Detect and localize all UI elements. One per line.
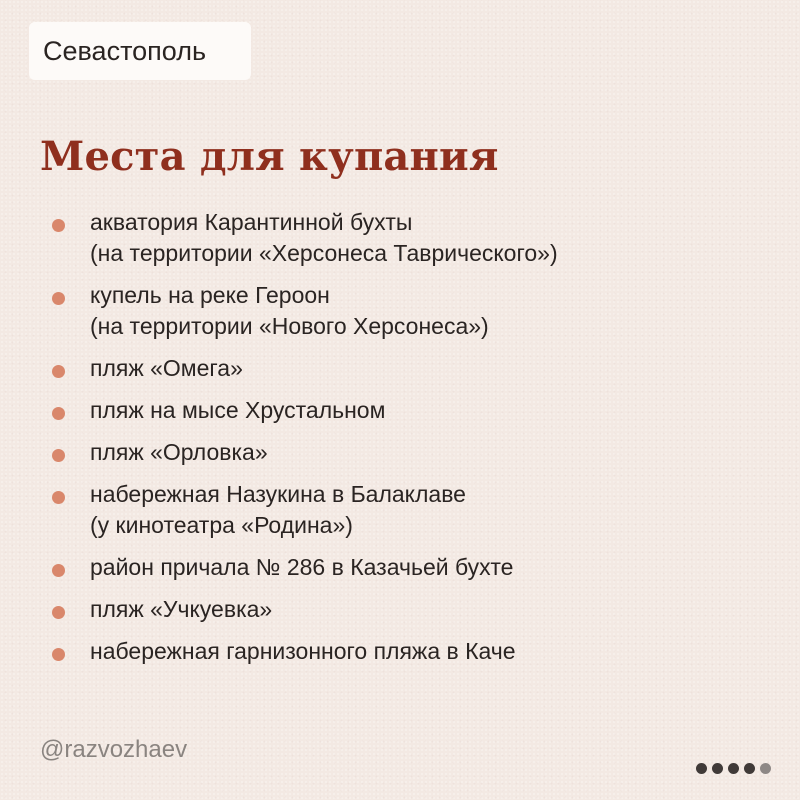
page-title: Места для купания [40,133,499,180]
list-item-text: пляж «Учкуевка» [90,596,273,622]
page-dot [760,763,771,774]
list-item [50,479,770,541]
list-item [50,636,770,667]
bullet-icon [52,407,65,420]
page-dot [728,763,739,774]
list-item-text: (на территории «Нового Херсонеса») [90,313,489,339]
list-item-text: район причала № 286 в Казачьей бухте [90,554,514,580]
page-dot [696,763,707,774]
list-item-text: пляж «Орловка» [90,439,268,465]
city-badge: Севастополь [29,22,251,80]
pagination-dots [696,763,771,774]
bullet-icon [52,449,65,462]
list-item-text: набережная Назукина в Балаклаве [90,481,466,507]
list-item-text: пляж «Омега» [90,355,243,381]
author-handle: @razvozhaev [40,736,188,763]
bullet-icon [52,564,65,577]
list-item-text: (у кинотеатра «Родина») [90,512,353,538]
bullet-icon [52,219,65,232]
list-item-text: акватория Карантинной бухты [90,209,413,235]
list-item [50,594,770,625]
bullet-icon [52,648,65,661]
page-dot [712,763,723,774]
list-item [50,552,770,583]
list-item [50,353,770,384]
list-item [50,437,770,468]
list-item-text: набережная гарнизонного пляжа в Каче [90,638,516,664]
list-item [50,280,770,342]
list-item-text: (на территории «Херсонеса Таврического») [90,240,558,266]
page-dot [744,763,755,774]
bullet-icon [52,491,65,504]
bullet-icon [52,365,65,378]
list-item-text: пляж на мысе Хрустальном [90,397,386,423]
list-item [50,207,770,269]
places-list [50,207,770,678]
list-item-text: купель на реке Героон [90,282,330,308]
bullet-icon [52,606,65,619]
list-item [50,395,770,426]
bullet-icon [52,292,65,305]
